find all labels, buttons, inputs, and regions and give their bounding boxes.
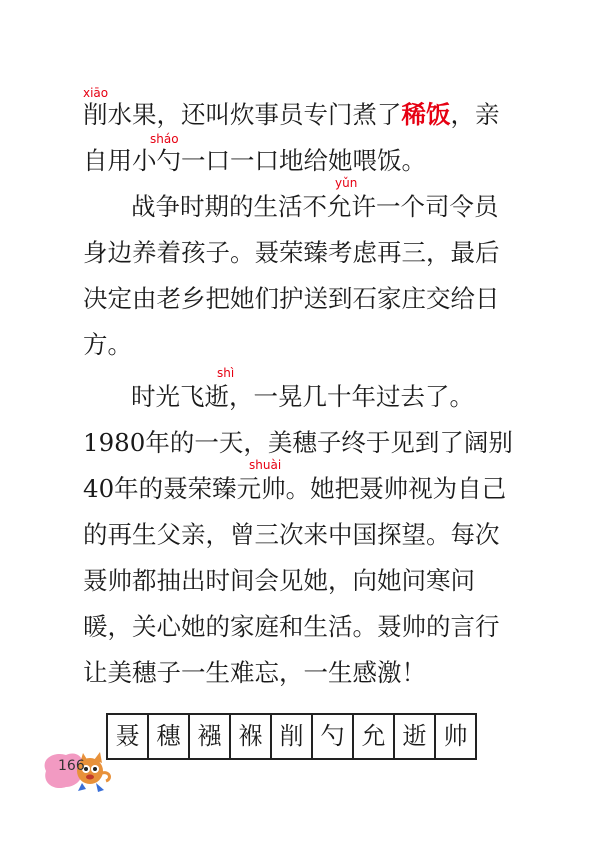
text-line-13: 让美穗子一生难忘，一生感激！	[83, 658, 426, 687]
pinyin-yun: yǔn	[335, 176, 358, 190]
text-line-8: 1980年的一天，美穗子终于见到了阔别	[83, 428, 513, 457]
text-line-2: 自用小勺一口一口地给她喂饭。	[83, 146, 426, 175]
vocabulary-box	[106, 713, 477, 760]
pinyin-shuai: shuài	[249, 458, 282, 472]
text-segment: 削水果，还叫炊事员专门煮了	[83, 100, 402, 129]
vocab-char: 帅	[436, 715, 477, 758]
pinyin-shao: sháo	[150, 132, 179, 146]
text-line-11: 聂帅都抽出时间会见她，向她问寒问	[83, 566, 475, 595]
vocab-char: 允	[354, 715, 395, 758]
text-line-3: 战争时期的生活不允许一个司令员	[131, 192, 499, 221]
vocab-char: 穗	[149, 715, 190, 758]
text-line-9: 40年的聂荣臻元帅。她把聂帅视为自己	[83, 474, 507, 503]
text-line-4: 身边养着孩子。聂荣臻考虑再三，最后	[83, 238, 500, 267]
text-line-10: 的再生父亲，曾三次来中国探望。每次	[83, 520, 500, 549]
text-line-1	[83, 98, 503, 132]
text-line-7: 时光飞逝，一晃几十年过去了。	[131, 382, 474, 411]
page-number: 166	[58, 758, 85, 774]
text-line-5: 决定由老乡把她们护送到石家庄交给日	[83, 284, 500, 313]
highlighted-word: 稀饭	[401, 100, 451, 129]
vocab-char: 勺	[313, 715, 354, 758]
vocab-char: 聂	[108, 715, 149, 758]
vocab-char: 褓	[231, 715, 272, 758]
vocab-char: 襁	[190, 715, 231, 758]
text-segment: ，亲	[450, 100, 500, 129]
text-line-6: 方。	[83, 330, 132, 359]
text-line-12: 暖，关心她的家庭和生活。聂帅的言行	[83, 612, 500, 641]
vocab-char: 逝	[395, 715, 436, 758]
vocab-char: 削	[272, 715, 313, 758]
pinyin-shi: shì	[217, 366, 235, 380]
pinyin-xiao: xiāo	[83, 86, 109, 100]
